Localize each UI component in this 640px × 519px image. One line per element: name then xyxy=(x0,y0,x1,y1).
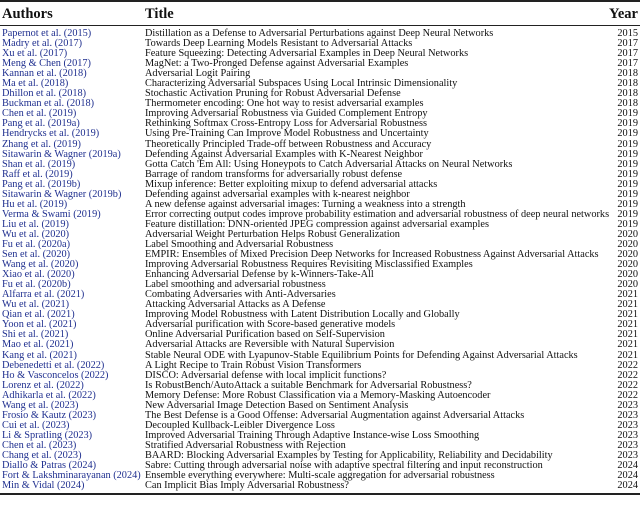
paper-year: 2019 xyxy=(617,178,638,190)
paper-year: 2021 xyxy=(617,349,638,361)
author-citation-link[interactable]: Madry et al. (2017) xyxy=(2,38,83,50)
paper-title: Mixup inference: Better exploiting mixup to defend adversarial attacks xyxy=(145,178,438,190)
paper-year: 2020 xyxy=(617,279,638,291)
paper-title: Theoretically Principled Trade-off between Robustness and Accuracy xyxy=(145,138,432,150)
paper-title: Memory Defense: More Robust Classification via a Memory-Masking Autoencoder xyxy=(145,389,491,401)
paper-title: Thermometer encoding: One hot way to resist adversarial examples xyxy=(145,98,424,110)
paper-title: Defending Against Adversarial Examples with K-Nearest Neighbor xyxy=(145,148,423,160)
paper-year: 2023 xyxy=(617,429,638,441)
paper-year: 2019 xyxy=(617,218,638,230)
author-citation-link[interactable]: Adhikarla et al. (2022) xyxy=(2,389,96,401)
paper-year: 2020 xyxy=(617,228,638,240)
paper-year: 2018 xyxy=(617,98,638,110)
paper-year: 2024 xyxy=(617,460,638,472)
author-citation-link[interactable]: Buckman et al. (2018) xyxy=(2,98,95,110)
paper-year: 2023 xyxy=(617,439,638,451)
paper-title: Adversarial Logit Pairing xyxy=(145,68,251,80)
author-citation-link[interactable]: Ho & Vasconcelos (2022) xyxy=(2,369,109,381)
author-citation-link[interactable]: Min & Vidal (2024) xyxy=(2,480,85,492)
paper-year: 2018 xyxy=(617,88,638,100)
paper-title: Improving Adversarial Robustness Requires Revisiting Misclassified Examples xyxy=(145,259,473,271)
paper-title: Defending against adversarial examples with k-nearest neighbor xyxy=(145,188,410,200)
author-citation-link[interactable]: Verma & Swami (2019) xyxy=(2,208,101,220)
paper-title: EMPIR: Ensembles of Mixed Precision Deep Networks for Increased Robustness Against Adversarial Attacks xyxy=(145,249,599,261)
author-citation-link[interactable]: Qian et al. (2021) xyxy=(2,309,75,321)
paper-title: Attacking Adversarial Attacks as A Defense xyxy=(145,299,326,311)
paper-year: 2021 xyxy=(617,329,638,341)
paper-title: Error correcting output codes improve probability estimation and adversarial robustness of deep neural networks xyxy=(145,208,610,220)
paper-title: The Best Defense is a Good Offense: Adversarial Augmentation against Adversarial Attacks xyxy=(145,409,525,421)
paper-year: 2019 xyxy=(617,208,638,220)
author-citation-link[interactable]: Kang et al. (2021) xyxy=(2,349,77,361)
author-citation-link[interactable]: Xu et al. (2017) xyxy=(2,48,68,60)
author-citation-link[interactable]: Kannan et al. (2018) xyxy=(2,68,87,80)
paper-title: Adversarial Attacks are Reversible with Natural Supervision xyxy=(145,339,395,351)
paper-year: 2019 xyxy=(617,148,638,160)
author-citation-link[interactable]: Sitawarin & Wagner (2019b) xyxy=(2,188,122,200)
paper-title: Decoupled Kullback-Leibler Divergence Loss xyxy=(145,419,335,431)
paper-title: New Adversarial Image Detection Based on Sentiment Analysis xyxy=(145,399,409,411)
author-citation-link[interactable]: Hu et al. (2019) xyxy=(2,198,68,210)
paper-title: Improving Adversarial Robustness via Guided Complement Entropy xyxy=(145,108,428,120)
paper-title: Barrage of random transforms for adversarially robust defense xyxy=(145,168,403,180)
author-citation-link[interactable]: Pang et al. (2019a) xyxy=(2,118,80,130)
table-body xyxy=(0,26,640,493)
author-citation-link[interactable]: Liu et al. (2019) xyxy=(2,218,69,230)
author-citation-link[interactable]: Chang et al. (2023) xyxy=(2,449,82,461)
paper-title: Stable Neural ODE with Lyapunov-Stable Equilibrium Points for Defending Against Adversarial Attacks xyxy=(145,349,578,361)
paper-title: Can Implicit Bias Imply Adversarial Robustness? xyxy=(145,480,349,492)
paper-year: 2019 xyxy=(617,198,638,210)
paper-title: Sabre: Cutting through adversarial noise with adaptive spectral filtering and input reconstruction xyxy=(145,460,543,472)
paper-title: Is RobustBench/AutoAttack a suitable Benchmark for Adversarial Robustness? xyxy=(145,379,472,391)
author-citation-link[interactable]: Shan et al. (2019) xyxy=(2,158,76,170)
paper-year: 2022 xyxy=(617,379,638,391)
paper-year: 2021 xyxy=(617,289,638,301)
table-row xyxy=(0,340,640,350)
header-authors: Authors xyxy=(2,6,53,22)
author-citation-link[interactable]: Diallo & Patras (2024) xyxy=(2,460,97,472)
paper-title: Ensemble everything everywhere: Multi-scale aggregation for adversarial robustness xyxy=(145,470,495,482)
paper-title: Gotta Catch 'Em All: Using Honeypots to Catch Adversarial Attacks on Neural Networks xyxy=(145,158,513,170)
author-citation-link[interactable]: Lorenz et al. (2022) xyxy=(2,379,84,391)
paper-year: 2017 xyxy=(617,48,638,60)
header-year: Year xyxy=(609,6,638,22)
author-citation-link[interactable]: Alfarra et al. (2021) xyxy=(2,289,85,301)
paper-year: 2020 xyxy=(617,249,638,261)
paper-year: 2019 xyxy=(617,118,638,130)
author-citation-link[interactable]: Wu et al. (2021) xyxy=(2,299,70,311)
paper-title: Adversarial Weight Perturbation Helps Robust Generalization xyxy=(145,228,400,240)
top-rule xyxy=(0,0,640,2)
author-citation-link[interactable]: Fort & Lakshminarayanan (2024) xyxy=(2,470,141,482)
paper-year: 2023 xyxy=(617,419,638,431)
paper-title: Adversarial purification with Score-based generative models xyxy=(145,319,396,331)
paper-title: Improving Model Robustness with Latent Distribution Locally and Globally xyxy=(145,309,460,321)
paper-year: 2018 xyxy=(617,68,638,80)
paper-year: 2020 xyxy=(617,259,638,271)
author-citation-link[interactable]: Meng & Chen (2017) xyxy=(2,58,91,70)
paper-title: Enhancing Adversarial Defense by k-Winners-Take-All xyxy=(145,269,374,281)
paper-title: Feature Squeezing: Detecting Adversarial Examples in Deep Neural Networks xyxy=(145,48,469,60)
author-citation-link[interactable]: Pang et al. (2019b) xyxy=(2,178,81,190)
author-citation-link[interactable]: Fu et al. (2020a) xyxy=(2,238,71,250)
author-citation-link[interactable]: Shi et al. (2021) xyxy=(2,329,69,341)
paper-year: 2024 xyxy=(617,470,638,482)
paper-title: Improved Adversarial Training Through Adaptive Instance-wise Loss Smoothing xyxy=(145,429,480,441)
author-citation-link[interactable]: Papernot et al. (2015) xyxy=(2,28,92,39)
author-citation-link[interactable]: Wang et al. (2020) xyxy=(2,259,79,271)
paper-year: 2019 xyxy=(617,188,638,200)
paper-year: 2019 xyxy=(617,138,638,150)
table-row xyxy=(0,129,640,139)
paper-year: 2017 xyxy=(617,58,638,70)
author-citation-link[interactable]: Mao et al. (2021) xyxy=(2,339,74,351)
paper-title: Rethinking Softmax Cross-Entropy Loss for Adversarial Robustness xyxy=(145,118,427,130)
paper-year: 2019 xyxy=(617,158,638,170)
table-row xyxy=(0,481,640,491)
paper-year: 2021 xyxy=(617,309,638,321)
paper-title: Label Smoothing and Adversarial Robustness xyxy=(145,238,334,250)
paper-year: 2023 xyxy=(617,409,638,421)
author-citation-link[interactable]: Li & Spratling (2023) xyxy=(2,429,93,441)
paper-title: Towards Deep Learning Models Resistant to Adversarial Attacks xyxy=(145,38,413,50)
paper-title: BAARD: Blocking Adversarial Examples by Testing for Applicability, Reliability and Decidability xyxy=(145,449,553,461)
paper-title: A Light Recipe to Train Robust Vision Transformers xyxy=(145,359,362,371)
author-citation-link[interactable]: Chen et al. (2019) xyxy=(2,108,77,120)
author-citation-link[interactable]: Sitawarin & Wagner (2019a) xyxy=(2,148,121,160)
paper-title: Label smoothing and adversarial robustness xyxy=(145,279,326,291)
paper-year: 2019 xyxy=(617,108,638,120)
paper-year: 2023 xyxy=(617,449,638,461)
paper-title: Characterizing Adversarial Subspaces Using Local Intrinsic Dimensionality xyxy=(145,78,458,90)
paper-year: 2020 xyxy=(617,269,638,281)
paper-year: 2019 xyxy=(617,128,638,140)
header-title: Title xyxy=(145,6,174,22)
author-citation-link[interactable]: Fu et al. (2020b) xyxy=(2,279,71,291)
paper-title: Combating Adversaries with Anti-Adversaries xyxy=(145,289,336,301)
paper-year: 2020 xyxy=(617,238,638,250)
bottom-rule xyxy=(0,493,640,495)
paper-title: DISCO: Adversarial defense with local implicit functions? xyxy=(145,369,387,381)
paper-year: 2022 xyxy=(617,389,638,401)
author-citation-link[interactable]: Ma et al. (2018) xyxy=(2,78,69,90)
author-citation-link[interactable]: Frosio & Kautz (2023) xyxy=(2,409,97,421)
author-citation-link[interactable]: Wang et al. (2023) xyxy=(2,399,79,411)
paper-year: 2023 xyxy=(617,399,638,411)
author-citation-link[interactable]: Raff et al. (2019) xyxy=(2,168,73,180)
paper-year: 2022 xyxy=(617,359,638,371)
author-citation-link[interactable]: Xiao et al. (2020) xyxy=(2,269,75,281)
paper-title: Stratified Adversarial Robustness with Rejection xyxy=(145,439,346,451)
author-citation-link[interactable]: Dhillon et al. (2018) xyxy=(2,88,87,100)
paper-title: Distillation as a Defense to Adversarial Perturbations against Deep Neural Networks xyxy=(145,28,494,39)
table-header xyxy=(0,3,640,25)
paper-year: 2021 xyxy=(617,339,638,351)
paper-title: Stochastic Activation Pruning for Robust Adversarial Defense xyxy=(145,88,401,100)
author-citation-link[interactable]: Zhang et al. (2019) xyxy=(2,138,81,150)
paper-title: Using Pre-Training Can Improve Model Robustness and Uncertainty xyxy=(145,128,429,140)
paper-year: 2024 xyxy=(617,480,638,492)
paper-title: MagNet: a Two-Pronged Defense against Adversarial Examples xyxy=(145,58,409,70)
paper-title: Feature distillation: DNN-oriented JPEG compression against adversarial examples xyxy=(145,218,490,230)
paper-year: 2021 xyxy=(617,319,638,331)
paper-year: 2021 xyxy=(617,299,638,311)
paper-year: 2018 xyxy=(617,78,638,90)
author-citation-link[interactable]: Debenedetti et al. (2022) xyxy=(2,359,105,371)
author-citation-link[interactable]: Chen et al. (2023) xyxy=(2,439,77,451)
author-citation-link[interactable]: Sen et al. (2020) xyxy=(2,249,71,261)
author-citation-link[interactable]: Hendrycks et al. (2019) xyxy=(2,128,100,140)
author-citation-link[interactable]: Cui et al. (2023) xyxy=(2,419,70,431)
author-citation-link[interactable]: Wu et al. (2020) xyxy=(2,228,70,240)
table-row xyxy=(0,59,640,69)
author-citation-link[interactable]: Yoon et al. (2021) xyxy=(2,319,77,331)
paper-year: 2022 xyxy=(617,369,638,381)
paper-year: 2017 xyxy=(617,38,638,50)
paper-title: Online Adversarial Purification based on Self-Supervision xyxy=(145,329,385,341)
paper-year: 2015 xyxy=(617,28,638,39)
paper-year: 2019 xyxy=(617,168,638,180)
paper-title: A new defense against adversarial images: Turning a weakness into a strength xyxy=(145,198,466,210)
